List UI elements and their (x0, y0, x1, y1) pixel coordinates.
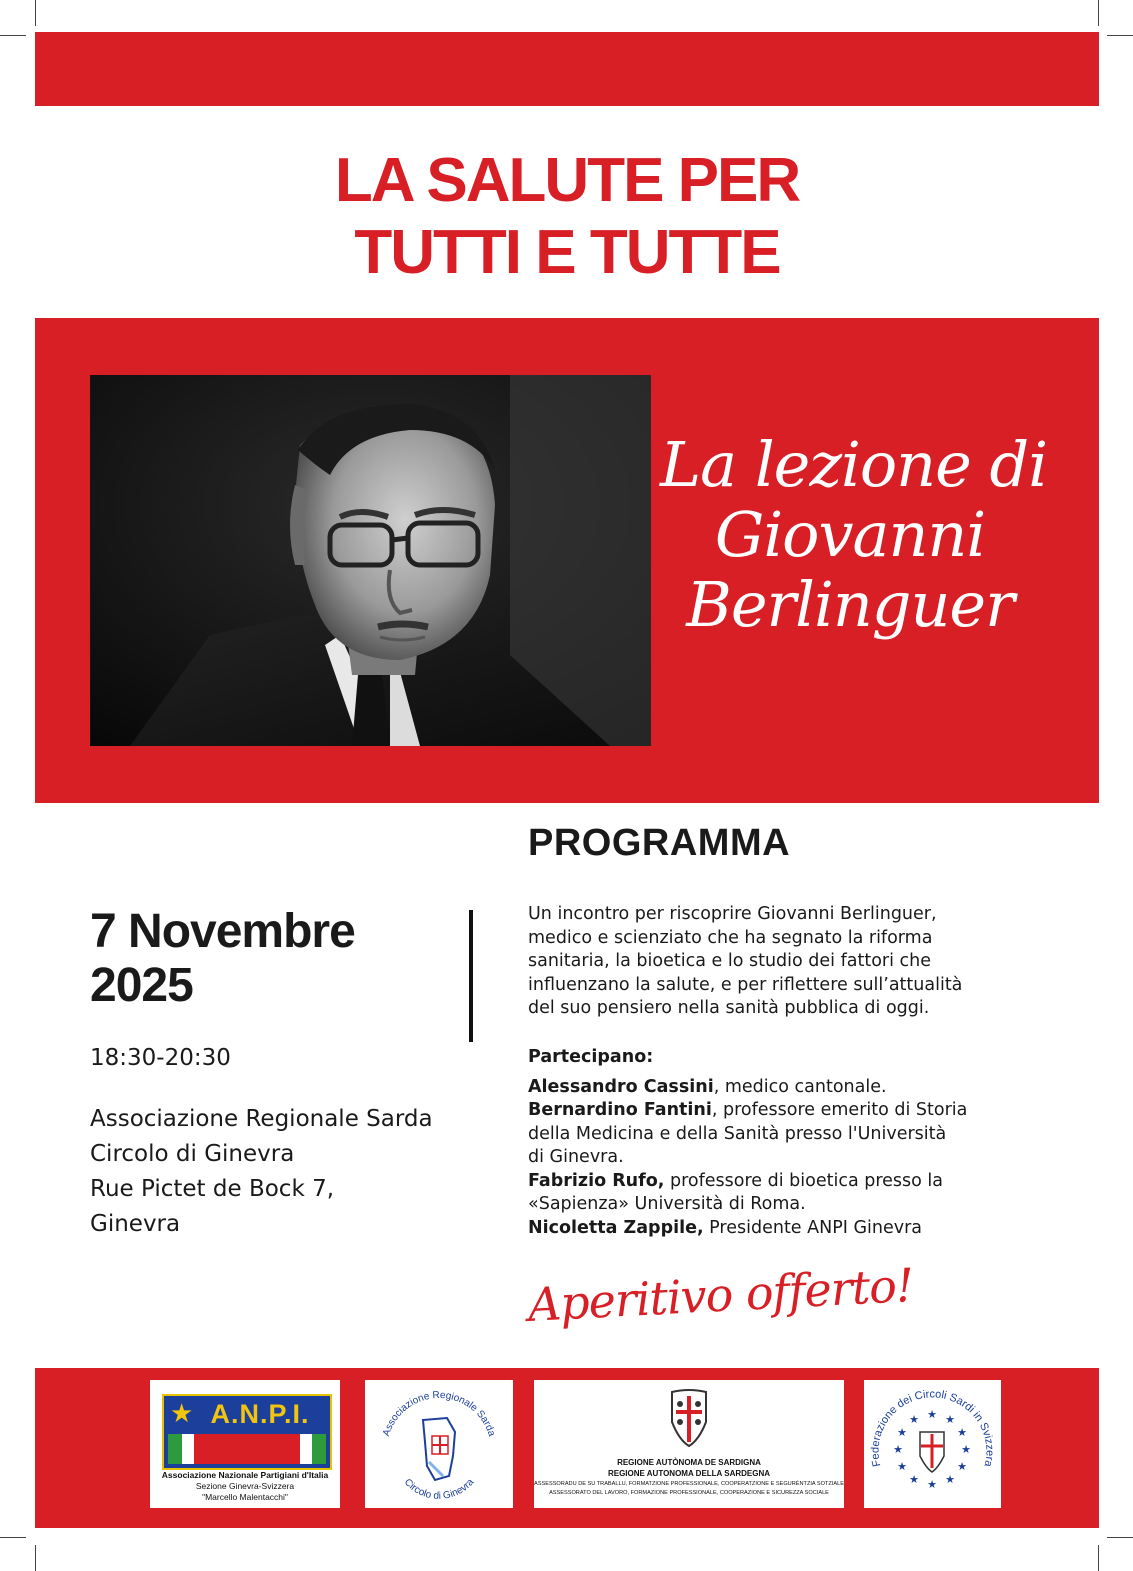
svg-text:★: ★ (957, 1460, 967, 1473)
aperitivo-note: Aperitivo offerto! (526, 1257, 915, 1332)
crop-mark (1107, 35, 1133, 36)
vertical-divider (469, 910, 473, 1042)
event-date (90, 905, 355, 1013)
participants-heading: Partecipano: (528, 1047, 654, 1067)
event-venue (90, 1102, 433, 1242)
ras-department-italian: ASSESSORATO DEL LAVORO, FORMAZIONE PROFESSIONALE, COOPERAZIONE E SICUREZZA SOCIALE (549, 1490, 829, 1496)
participant-role-continued: «Sapienza» Università di Roma. (528, 1194, 806, 1214)
participant-name: Nicoletta Zappile, (528, 1217, 704, 1238)
participant-name: Fabrizio Rufo, (528, 1170, 665, 1191)
svg-text:★: ★ (897, 1460, 907, 1473)
anpi-acronym: A.N.P.I. (210, 1399, 310, 1429)
svg-text:★: ★ (945, 1413, 955, 1426)
crop-mark (1098, 0, 1099, 26)
crop-mark (35, 1545, 36, 1571)
svg-text:★: ★ (897, 1426, 907, 1439)
participant-role: Presidente ANPI Ginevra (703, 1217, 923, 1238)
participant-role-continued: della Medicina e della Sanità presso l'Università (528, 1123, 947, 1144)
script-line-3: Berlinguer (686, 568, 1014, 641)
anpi-section: Sezione Ginevra-Svizzera (195, 1481, 295, 1491)
date-day-month: 7 Novembre (90, 905, 355, 958)
program-intro (528, 903, 1038, 1021)
title-line-2: TUTTI E TUTTE (354, 218, 780, 287)
participant-name: Alessandro Cassini (528, 1076, 714, 1097)
crop-mark (0, 35, 26, 36)
ras-logo (534, 1380, 844, 1508)
participant-name: Bernardino Fantini (528, 1100, 712, 1120)
participant-4 (528, 1217, 1048, 1241)
ars-top-text: Associazione Regionale Sarda (381, 1389, 497, 1438)
participants-list (528, 1046, 1048, 1240)
svg-text:★: ★ (909, 1413, 919, 1426)
venue-line: Circolo di Ginevra (90, 1141, 295, 1167)
ras-name-italian: REGIONE AUTONOMA DELLA SARDEGNA (607, 1469, 771, 1478)
title-line-1: LA SALUTE PER (334, 146, 800, 215)
venue-line: Associazione Regionale Sarda (90, 1106, 433, 1132)
ras-name-sardinian: REGIONE AUTÒNOMA DE SARDIGNA (617, 1458, 761, 1467)
script-line-2: Giovanni (714, 498, 986, 571)
ars-logo (365, 1380, 513, 1508)
fcs-emblem (864, 1380, 1001, 1508)
intro-line: sanitaria, la bioetica e lo studio dei fattori che (528, 951, 931, 971)
svg-text:★: ★ (909, 1473, 919, 1486)
participant-role: professore di bioetica presso la (664, 1170, 944, 1191)
svg-text:★: ★ (945, 1473, 955, 1486)
participant-role: , professore emerito di Storia (711, 1100, 968, 1120)
crop-mark (0, 1537, 26, 1538)
participant-role-continued: di Ginevra. (528, 1147, 624, 1167)
script-line-1: La lezione di (660, 428, 1048, 501)
event-time: 18:30-20:30 (90, 1045, 231, 1071)
anpi-name: Associazione Nazionale Partigiani d'Italia (161, 1470, 329, 1480)
top-red-band (35, 32, 1099, 106)
svg-text:Circolo di Ginevra (402, 1477, 477, 1502)
crop-mark (35, 0, 36, 26)
script-subtitle (660, 428, 1048, 641)
fcs-logo (864, 1380, 1001, 1508)
page-title (35, 145, 1099, 289)
sardinia-coat-of-arms-icon (534, 1388, 844, 1450)
venue-line: Rue Pictet de Bock 7, (90, 1176, 335, 1202)
participant-2 (528, 1099, 1048, 1123)
participant-role: , medico cantonale. (713, 1076, 887, 1097)
programma-heading: PROGRAMMA (528, 822, 791, 864)
fcs-ring-text: Federazione dei Circoli Sardi in Svizzera (869, 1388, 996, 1468)
participant-1 (528, 1076, 1048, 1100)
crop-mark (1107, 1537, 1133, 1538)
intro-line: medico e scienziato che ha segnato la riforma (528, 927, 933, 948)
portrait-photo (90, 375, 651, 746)
anpi-dedication: "Marcello Malentacchi" (202, 1492, 288, 1502)
ars-bottom-text: Circolo di Ginevra (401, 1476, 477, 1502)
venue-line: Ginevra (90, 1211, 181, 1237)
intro-line: Un incontro per riscoprire Giovanni Berlinguer, (528, 904, 937, 924)
ars-emblem (365, 1380, 513, 1508)
intro-line: del suo pensiero nella sanità pubblica di oggi. (528, 998, 930, 1018)
intro-line: influenzano la salute, e per riflettere sull’attualità (528, 974, 963, 995)
italian-flag-stripes (168, 1434, 326, 1464)
svg-text:★: ★ (893, 1443, 903, 1456)
ras-department-sardinian: ASSESSORADU DE SU TRABALLU, FORMATZIONE PROFESSIONALE, COOPERATZIONE E SEGURÈNTZIA SOTZIALE (534, 1481, 844, 1487)
svg-text:★: ★ (961, 1443, 971, 1456)
star-icon: ★ (170, 1399, 194, 1429)
svg-text:★: ★ (927, 1408, 937, 1421)
anpi-badge (162, 1394, 332, 1470)
svg-text:★: ★ (927, 1478, 937, 1491)
anpi-logo (150, 1380, 340, 1508)
participant-3 (528, 1170, 1048, 1194)
date-year: 2025 (90, 959, 193, 1012)
crop-mark (1098, 1545, 1099, 1571)
svg-text:★: ★ (957, 1426, 967, 1439)
